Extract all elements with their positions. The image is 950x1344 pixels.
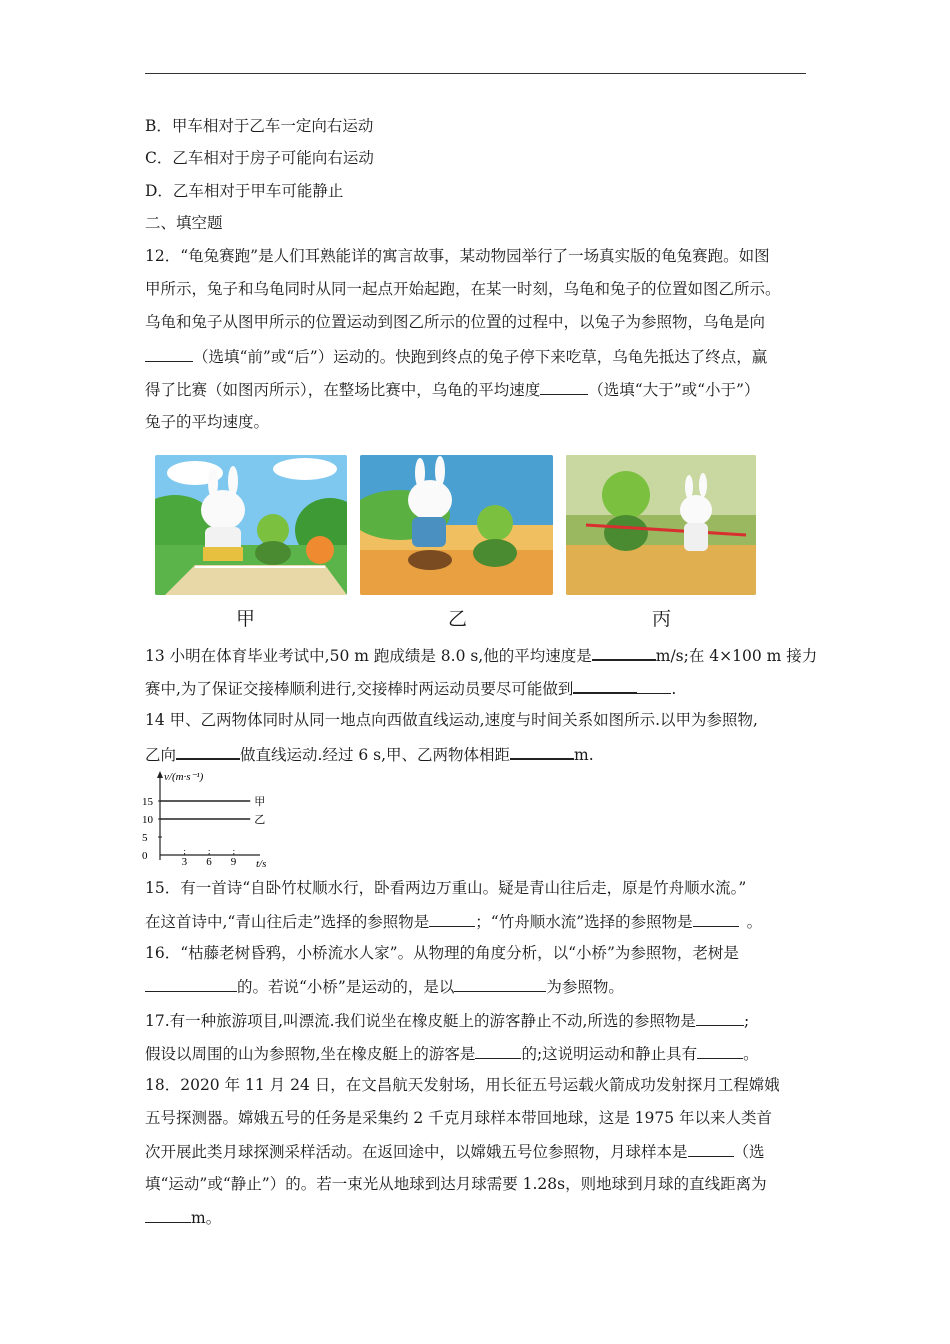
q18-line1: 18．2020 年 11 月 24 日，在文昌航天发射场，用长征五号运载火箭成功发射探月工程嫦娥 (145, 1076, 780, 1094)
q18-line4: 填“运动”或“静止”）的。若一束光从地球到达月球需要 1.28s，则地球到月球的直线距离为 (145, 1175, 767, 1193)
q12-line3: 乌龟和兔子从图甲所示的位置运动到图乙所示的位置的过程中，以兔子为参照物，乌龟是向 (145, 313, 766, 331)
x-axis-label: t/s (256, 858, 267, 868)
q13-line1 (145, 643, 817, 667)
option-b: B．甲车相对于乙车一定向右运动 (145, 117, 374, 135)
y-tick-label-0: 0 (142, 850, 148, 862)
answer-blank[interactable] (145, 1206, 191, 1223)
answer-blank[interactable] (697, 1042, 743, 1059)
q18-line5 (145, 1206, 221, 1229)
q14-line2-text-b: 做直线运动.经过 6 s,甲、乙两物体相距 (240, 746, 511, 764)
q18-line3-text-b: （选 (733, 1143, 765, 1161)
answer-blank[interactable] (688, 1140, 734, 1157)
q13-line1-text-b: m/s;在 4×100 m 接力 (655, 647, 818, 665)
answer-blank[interactable] (454, 975, 546, 992)
q13-line1-text-a: 13 小明在体育毕业考试中,50 m 跑成绩是 8.0 s,他的平均速度是 (145, 647, 592, 665)
caption-jia: 甲 (236, 608, 256, 630)
q17-line1 (145, 1009, 749, 1032)
q13-line2 (145, 676, 676, 700)
x-tick-label-1: 6 (206, 856, 212, 868)
q12-line5-text-b: （选填“大于”或“小于”） (588, 381, 760, 399)
q12-line1: 12．“龟兔赛跑”是人们耳熟能详的寓言故事，某动物园举行了一场真实版的龟兔赛跑。如图 (145, 247, 770, 265)
q14-line2 (145, 742, 594, 766)
q17-line2-text-c: 。 (743, 1045, 759, 1063)
answer-blank[interactable] (429, 910, 475, 927)
q12-line5-text-a: 得了比赛（如图丙所示），在整场比赛中，乌龟的平均速度 (145, 381, 541, 399)
q15-line1: 15．有一首诗“自卧竹杖顺水行，卧看两边万重山。疑是青山往后走，原是竹舟顺水流。” (145, 879, 747, 897)
velocity-time-chart (140, 768, 280, 868)
section-title: 二、填空题 (145, 214, 223, 232)
q12-line4-text: （选填“前”或“后”）运动的。快跑到终点的兔子停下来吃草，乌龟先抵达了终点，赢 (193, 348, 768, 366)
q15-line2 (145, 910, 762, 933)
q15-line2-text-c: 。 (746, 913, 763, 931)
series-label-1: 乙 (254, 814, 266, 826)
q14-line2-text-c: m. (574, 746, 594, 764)
q16-line2-text-a: 的。若说“小桥”是运动的，是以 (237, 978, 455, 996)
y-tick-label-3: 15 (142, 796, 153, 808)
answer-blank[interactable] (696, 1009, 744, 1026)
q12-line5 (145, 378, 759, 401)
header-rule (145, 73, 806, 74)
illustration-jia (155, 455, 347, 595)
answer-blank[interactable] (145, 975, 237, 992)
option-d: D．乙车相对于甲车可能静止 (145, 182, 344, 200)
q15-line2-text-b: ；“竹舟顺水流”选择的参照物是 (475, 913, 693, 931)
answer-blank[interactable] (592, 643, 656, 661)
caption-bing: 丙 (652, 608, 672, 630)
q18-line5-text: m。 (191, 1209, 222, 1227)
series-label-0: 甲 (254, 796, 266, 808)
q13-line2-end: . (671, 680, 677, 698)
answer-blank[interactable] (475, 1042, 521, 1059)
q18-line3 (145, 1140, 765, 1163)
q17-line1-text-b: ; (743, 1012, 750, 1030)
answer-blank[interactable] (145, 345, 193, 362)
q16-line2-text-b: 为参照物。 (546, 978, 624, 996)
q12-line2: 甲所示，兔子和乌龟同时从同一起点开始起跑，在某一时刻，乌龟和兔子的位置如图乙所示。 (145, 280, 781, 298)
x-tick-label-0: 3 (181, 856, 188, 868)
q16-line1: 16．“枯藤老树昏鸦，小桥流水人家”。从物理的角度分析，以“小桥”为参照物，老树是 (145, 944, 739, 962)
q12-line4 (145, 345, 767, 368)
y-axis-arrow (157, 771, 163, 778)
illustration-yi (360, 455, 553, 595)
answer-blank[interactable] (693, 910, 739, 927)
q17-line2 (145, 1042, 759, 1065)
y-tick-label-2: 10 (142, 814, 153, 826)
q12-line6: 兔子的平均速度。 (145, 413, 270, 431)
q17-line2-text-b: 的;这说明运动和静止具有 (521, 1045, 698, 1063)
y-axis-label: v/(m·s⁻¹) (164, 771, 204, 783)
option-c: C．乙车相对于房子可能向右运动 (145, 149, 374, 167)
answer-blank[interactable] (540, 378, 588, 395)
q18-line3-text-a: 次开展此类月球探测采样活动。在返回途中，以嫦娥五号位参照物，月球样本是 (145, 1143, 688, 1161)
caption-yi: 乙 (448, 608, 468, 630)
q17-line1-text-a: 17.有一种旅游项目,叫漂流.我们说坐在橡皮艇上的游客静止不动,所选的参照物是 (145, 1012, 696, 1030)
y-tick-label-1: 5 (142, 832, 148, 844)
illustration-bing (566, 455, 756, 595)
q13-line2-text: 赛中,为了保证交接棒顺利进行,交接棒时两运动员要尽可能做到 (145, 680, 574, 698)
q17-line2-text-a: 假设以周围的山为参照物,坐在橡皮艇上的游客是 (145, 1045, 476, 1063)
answer-blank[interactable] (510, 742, 574, 760)
answer-blank[interactable] (573, 676, 637, 694)
x-tick-label-2: 9 (230, 856, 237, 868)
q16-line2 (145, 975, 624, 998)
q15-line2-text-a: 在这首诗中,“青山往后走”选择的参照物是 (145, 913, 430, 931)
q14-line1: 14 甲、乙两物体同时从同一地点向西做直线运动,速度与时间关系如图所示.以甲为参照物, (145, 711, 758, 729)
q14-line2-text-a: 乙向 (145, 746, 177, 764)
answer-blank[interactable] (176, 742, 240, 760)
q18-line2: 五号探测器。嫦娥五号的任务是采集约 2 千克月球样本带回地球，这是 1975 年以来人类首 (145, 1109, 773, 1127)
answer-blank-tail (637, 677, 671, 694)
